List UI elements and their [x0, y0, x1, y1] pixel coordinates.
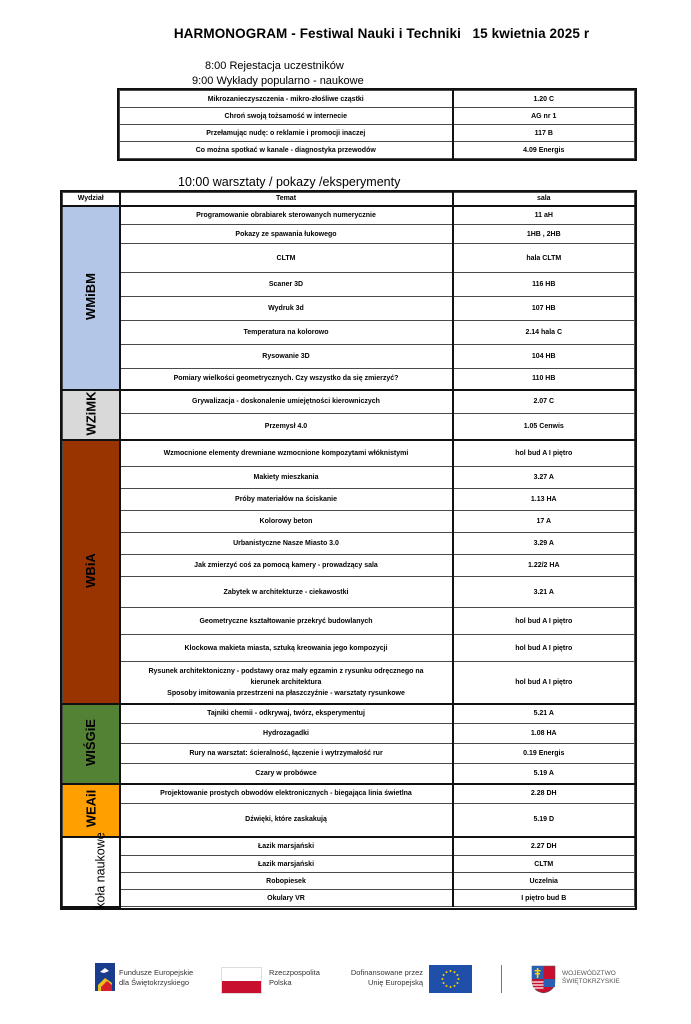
workshops-body [63, 206, 635, 907]
workshop-row [63, 297, 635, 321]
workshop-room: hala CLTM [453, 244, 635, 273]
department-cell [63, 704, 120, 784]
lectures-body [120, 91, 635, 159]
workshop-room: 1.05 Cenwis [453, 414, 635, 440]
workshop-room: 5.19 A [453, 764, 635, 784]
workshop-row [63, 577, 635, 608]
document-title: HARMONOGRAM - Festiwal Nauki i Techniki 15 kwietnia 2025 r [173, 26, 590, 41]
workshop-topic: Hydrozagadki [120, 724, 453, 744]
lecture-room: 4.09 Energis [453, 142, 635, 159]
workshop-room: 104 HB [453, 345, 635, 369]
workshop-row [63, 321, 635, 345]
workshop-row [63, 206, 635, 225]
registration-line: 8:00 Rejestacja uczestników [205, 60, 344, 72]
eu-star-icon [446, 985, 448, 987]
polish-flag-icon [221, 967, 262, 994]
workshop-room: 1.13 HA [453, 489, 635, 511]
workshop-topic: Wzmocnione elementy drewniane wzmocnione kompozytami włóknistymi [120, 440, 453, 467]
workshop-room: hol bud A I piętro [453, 635, 635, 662]
department-cell [63, 390, 120, 440]
workshops-header-row [63, 193, 635, 206]
lecture-topic: Chroń swoją tożsamość w internecie [120, 108, 453, 125]
workshop-row [63, 225, 635, 244]
column-header-topic: Temat [120, 193, 453, 206]
workshop-room: 3.27 A [453, 467, 635, 489]
workshop-topic: Tajniki chemii - odkrywaj, twórz, eksperymentuj [120, 704, 453, 724]
workshop-row [63, 744, 635, 764]
workshop-room: 107 HB [453, 297, 635, 321]
workshop-row [63, 837, 635, 856]
department-label: WZiMK [83, 390, 99, 436]
workshop-room: hol bud A I piętro [453, 440, 635, 467]
workshop-topic: Scaner 3D [120, 273, 453, 297]
workshop-topic: Łazik marsjański [120, 837, 453, 856]
column-header-dept: Wydział [63, 193, 120, 206]
workshop-topic: Pokazy ze spawania łukowego [120, 225, 453, 244]
fundusze-europejskie-logo-icon [95, 963, 115, 991]
workshop-room: 2.07 C [453, 390, 635, 414]
workshop-row [63, 856, 635, 873]
workshop-topic-line: Rysunek architektoniczny - podstawy oraz mały egzamin z rysunku odręcznego na [148, 667, 424, 675]
workshop-room: 2.27 DH [453, 837, 635, 856]
footer-logos [0, 955, 691, 1000]
lecture-topic: Co można spotkać w kanale - diagnostyka przewodów [120, 142, 453, 159]
workshop-topic: Czary w probówce [120, 764, 453, 784]
workshop-topic-line: Sposoby imitowania przestrzeni na płaszczyźnie - warsztaty rysunkowe [167, 689, 405, 697]
workshop-topic: Temperatura na kolorowo [120, 321, 453, 345]
lecture-room: 1.20 C [453, 91, 635, 108]
lecture-topic: Mikrozanieczyszczenia - mikro-złośliwe cząstki [120, 91, 453, 108]
eu-flag-icon [429, 965, 472, 993]
department-label: WBiA [83, 552, 99, 588]
workshop-row [63, 369, 635, 390]
column-header-room: sala [453, 193, 635, 206]
workshop-room: 11 aH [453, 206, 635, 225]
workshop-row [63, 555, 635, 577]
workshop-row [63, 784, 635, 804]
workshop-room: 5.21 A [453, 704, 635, 724]
lecture-row [120, 91, 635, 108]
workshops-table [62, 192, 635, 908]
workshop-room: 110 HB [453, 369, 635, 390]
lecture-row [120, 108, 635, 125]
workshop-topic: Próby materiałów na ściskanie [120, 489, 453, 511]
eu-caption: Dofinansowane przez Unię Europejską [350, 968, 423, 987]
workshop-room: Uczelnia [453, 873, 635, 890]
workshop-topic: Pomiary wielkości geometrycznych. Czy wszystko da się zmierzyć? [120, 369, 453, 390]
eu-star-icon [446, 971, 448, 973]
workshop-row [63, 533, 635, 555]
workshop-room: I piętro bud B [453, 890, 635, 907]
workshop-room: hol bud A I piętro [453, 662, 635, 704]
rp-caption: Rzeczpospolita Polska [269, 968, 320, 987]
workshop-topic: Jak zmierzyć coś za pomocą kamery - prowadzący sala [120, 555, 453, 577]
workshop-row [63, 764, 635, 784]
department-cell [63, 206, 120, 390]
workshop-row [63, 467, 635, 489]
eu-star-icon [458, 978, 460, 980]
logo-divider [501, 965, 502, 993]
workshop-topic: Programowanie obrabiarek sterowanych numerycznie [120, 206, 453, 225]
workshop-row [63, 511, 635, 533]
workshops-section-title: 10:00 warsztaty / pokazy /eksperymenty [178, 175, 401, 189]
workshop-room: 3.29 A [453, 533, 635, 555]
department-cell [63, 440, 120, 704]
workshop-row [63, 273, 635, 297]
workshop-room: 0.19 Energis [453, 744, 635, 764]
workshop-room: 1.22/2 HA [453, 555, 635, 577]
eu-star-icon [456, 982, 458, 984]
workshop-topic: Grywalizacja - doskonalenie umiejętności kierowniczych [120, 390, 453, 414]
eu-star-icon [450, 986, 452, 988]
eu-star-icon [450, 970, 452, 972]
workshop-row [63, 890, 635, 907]
workshop-topic: CLTM [120, 244, 453, 273]
lecture-room: 117 B [453, 125, 635, 142]
workshop-topic: Rysowanie 3D [120, 345, 453, 369]
workshop-topic: Zabytek w architekturze - ciekawostki [120, 577, 453, 608]
workshop-room: CLTM [453, 856, 635, 873]
department-cell [63, 784, 120, 837]
workshop-room: 1HB , 2HB [453, 225, 635, 244]
eu-star-icon [454, 985, 456, 987]
workshop-row [63, 390, 635, 414]
workshop-topic: Geometryczne kształtowanie przekryć budowlanych [120, 608, 453, 635]
lecture-topic: Przełamując nudę: o reklamie i promocji inaczej [120, 125, 453, 142]
eu-star-icon [442, 978, 444, 980]
department-label: WMiBM [83, 272, 99, 320]
workshop-topic: Przemysł 4.0 [120, 414, 453, 440]
workshop-topic: Okulary VR [120, 890, 453, 907]
workshop-room: 3.21 A [453, 577, 635, 608]
lecture-room: AG nr 1 [453, 108, 635, 125]
workshop-topic: Robopiesek [120, 873, 453, 890]
workshop-row [63, 489, 635, 511]
ws-caption: WOJEWÓDZTWO ŚWIĘTOKRZYSKIE [562, 970, 620, 985]
fe-caption: Fundusze Europejskie dla Świętokrzyskiego [119, 968, 194, 987]
workshop-topic: Łazik marsjański [120, 856, 453, 873]
workshop-row [63, 873, 635, 890]
department-cell [63, 832, 120, 909]
workshop-room: 2.14 hala C [453, 321, 635, 345]
workshop-room: 5.19 D [453, 804, 635, 837]
workshop-row [63, 440, 635, 467]
workshop-topic: Rury na warsztat: ścieralność, łączenie i wytrzymałość rur [120, 744, 453, 764]
workshop-row [63, 608, 635, 635]
lectures-line: 9:00 Wykłady popularno - naukowe [192, 75, 364, 87]
workshop-room: 17 A [453, 511, 635, 533]
lecture-row [120, 142, 635, 159]
workshop-room: 2.28 DH [453, 784, 635, 804]
workshop-topic: Kolorowy beton [120, 511, 453, 533]
workshop-row [63, 414, 635, 440]
workshop-row [63, 704, 635, 724]
department-label: WIŚGiE [83, 718, 99, 766]
eu-star-icon [454, 971, 456, 973]
workshop-row [63, 345, 635, 369]
workshop-row [63, 244, 635, 273]
workshop-topic: Klockowa makieta miasta, sztuką kreowania jego kompozycji [120, 635, 453, 662]
workshop-row [63, 724, 635, 744]
workshop-topic: Urbanistyczne Nasze Miasto 3.0 [120, 533, 453, 555]
workshop-topic-line: kierunek architektura [250, 678, 322, 686]
workshop-room: hol bud A I piętro [453, 608, 635, 635]
workshop-topic: Wydruk 3d [120, 297, 453, 321]
workshop-room: 116 HB [453, 273, 635, 297]
workshop-row [63, 635, 635, 662]
workshop-topic: Dźwięki, które zaskakują [120, 804, 453, 837]
workshop-topic [120, 662, 453, 704]
workshop-topic: Makiety mieszkania [120, 467, 453, 489]
lecture-row [120, 125, 635, 142]
lectures-table [119, 90, 635, 159]
eu-star-icon [443, 974, 445, 976]
workshop-topic: Projektowanie prostych obwodów elektronicznych - biegająca linia świetlna [120, 784, 453, 804]
workshop-row [63, 662, 635, 704]
swietokrzyskie-crest-icon [531, 965, 556, 994]
department-label: WEAiI [83, 789, 99, 828]
workshop-room: 1.08 HA [453, 724, 635, 744]
department-label: koła naukowe [93, 832, 108, 909]
workshop-row [63, 804, 635, 837]
eu-star-icon [443, 982, 445, 984]
eu-star-icon [456, 974, 458, 976]
